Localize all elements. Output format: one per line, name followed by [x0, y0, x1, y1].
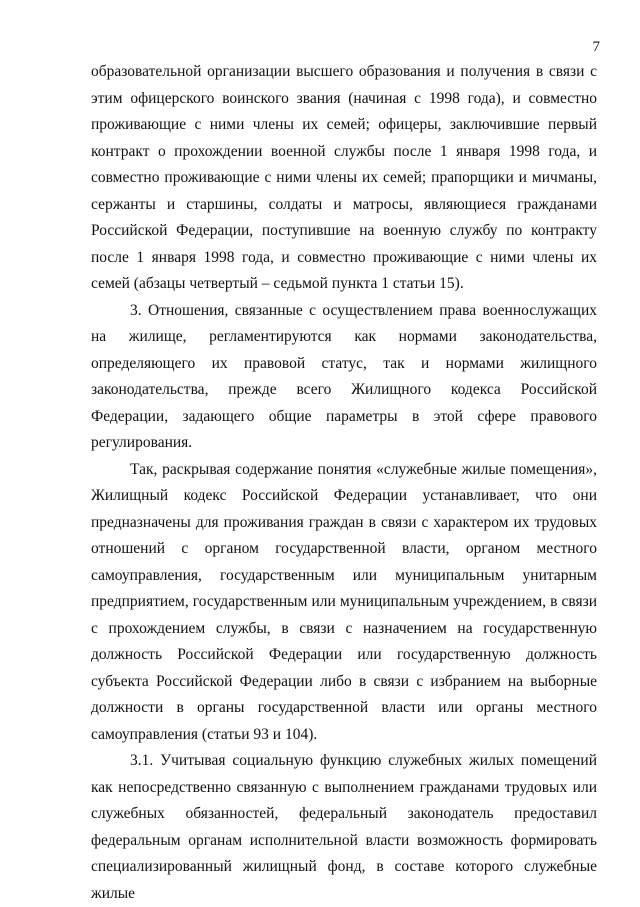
- paragraph-section-3-1: 3.1. Учитывая социальную функцию служебных жилых помещений как непосредственно связанную с выполнением гражданами трудовых или служебных обязанностей, федеральный законодатель предоставил федеральным органам исполнительной власти возможность формировать специализированный жилищный фонд, в составе которого служебные жилые: [91, 752, 597, 902]
- paragraph-continuation: образовательной организации высшего образования и получения в связи с этим офицерского воинского звания (начиная с 1998 года), и совместно проживающие с ними члены их семей; офицеры, заключившие первый контракт о прохождении военной службы после 1 января 1998 года, и совместно проживающие с ними члены их семей; прапорщики и мичманы, сержанты и старшины, солдаты и матросы, являющиеся гражданами Российской Федерации, поступившие на военную службу по контракту после 1 января 1998 года, и совместно проживающие с ними члены их семей (абзацы четвертый – седьмой пункта 1 статьи 15).: [91, 63, 597, 292]
- document-body: [91, 59, 597, 907]
- page-number: 7: [592, 39, 600, 55]
- paragraph-service-housing-definition: Так, раскрывая содержание понятия «служебные жилые помещения», Жилищный кодекс Российской Федерации устанавливает, что они предназначены для проживания граждан в связи с характером их трудовых отношений с органом государственной власти, органом местного самоуправления, государственным или муниципальным унитарным предприятием, государственным или муниципальным учреждением, в связи с прохождением службы, в связи с назначением на государственную должность Российской Федерации или государственную должность субъекта Российской Федерации либо в связи с избранием на выборные должности в органы государственной власти или органы местного самоуправления (статьи 93 и 104).: [91, 460, 597, 743]
- paragraph-section-3: 3. Отношения, связанные с осуществлением права военнослужащих на жилище, регламентируются как нормами законодательства, определяющего их правовой статус, так и нормами жилищного законодательства, прежде всего Жилищного кодекса Российской Федерации, задающего общие параметры в этой сфере правового регулирования.: [91, 301, 597, 451]
